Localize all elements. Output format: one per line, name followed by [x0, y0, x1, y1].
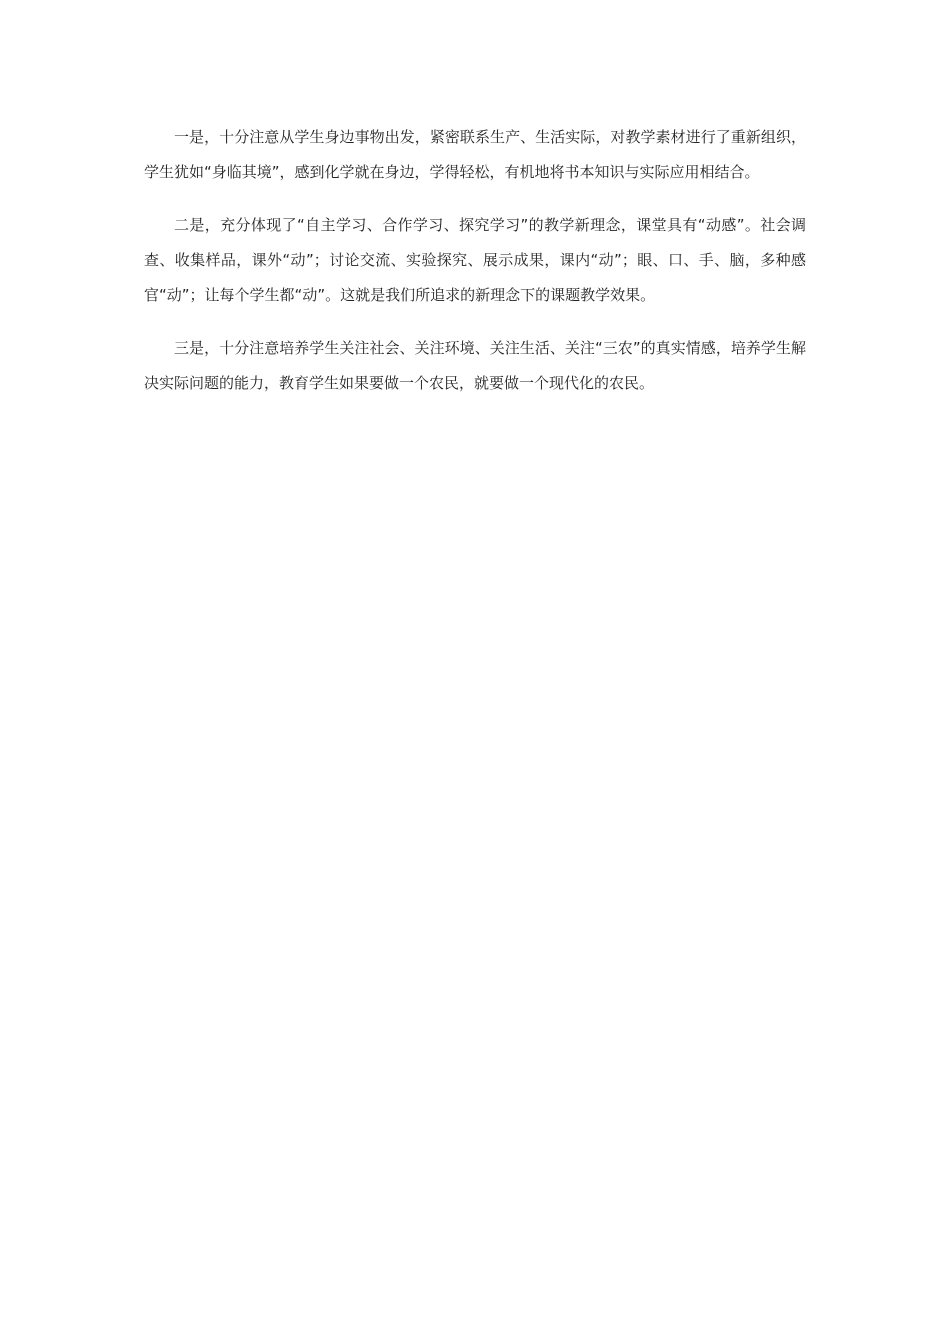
paragraph-3: 三是，十分注意培养学生关注社会、关注环境、关注生活、关注“三农”的真实情感，培养学生解决实际问题的能力，教育学生如果要做一个农民，就要做一个现代化的农民。: [144, 339, 806, 392]
paragraph-1: 一是，十分注意从学生身边事物出发，紧密联系生产、生活实际，对教学素材进行了重新组织，学生犹如“身临其境”，感到化学就在身边，学得轻松，有机地将书本知识与实际应用相结合。: [144, 128, 806, 181]
paragraph-2: 二是，充分体现了“自主学习、合作学习、探究学习”的教学新理念，课堂具有“动感”。社会调查、收集样品，课外“动”；讨论交流、实验探究、展示成果，课内“动”；眼、口、手、脑，多种感官“动”；让每个学生都“动”。这就是我们所追求的新理念下的课题教学效果。: [144, 216, 806, 304]
document-body: [144, 120, 806, 419]
